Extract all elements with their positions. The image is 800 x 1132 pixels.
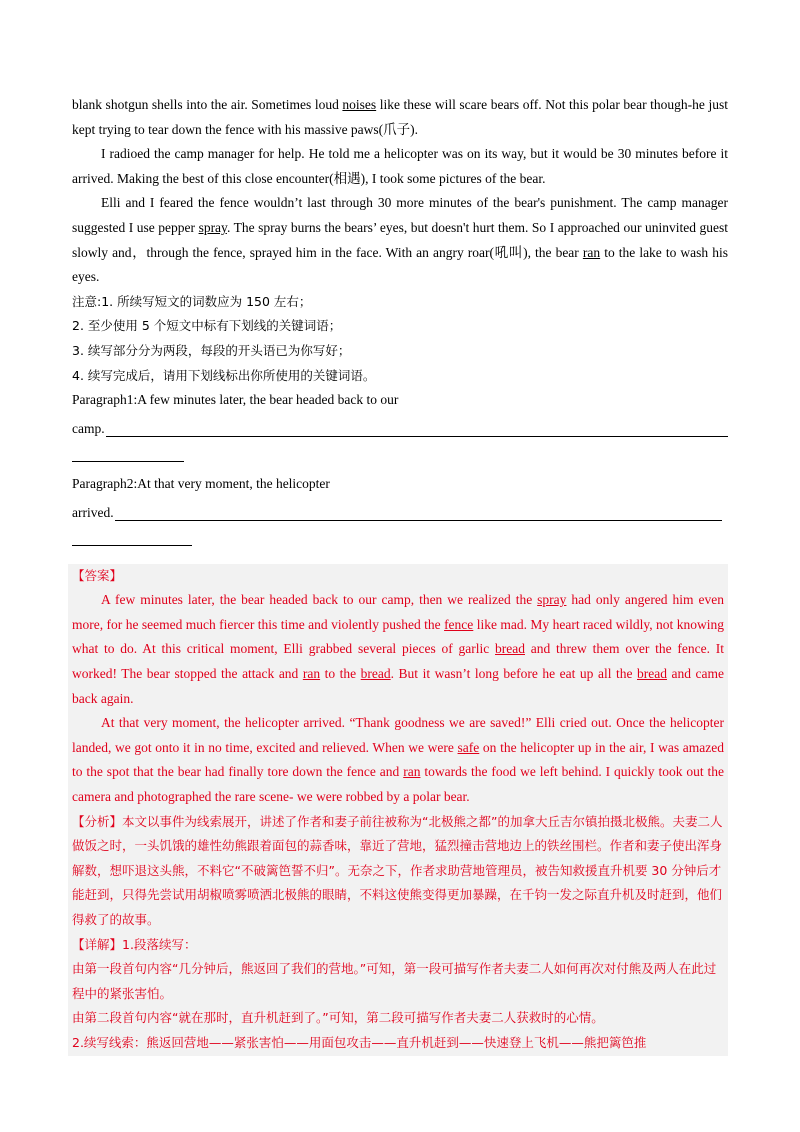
paragraph-2-extra-line [72, 521, 728, 546]
keyword-spray: spray [537, 592, 567, 608]
detail-line-2: 由第二段首句内容“就在那时，直升机赶到了。”可知，第二段可描写作者夫妻二人获救时的心情。 [72, 1010, 604, 1026]
note-1: 注意:1. 所续写短文的词数应为 150 左右； [72, 293, 312, 309]
answer-paragraph-1: A few minutes later, the bear headed back to our camp, then we realized the spray had only angered him even more, for he seemed much fiercer this time and violently pushed the fence like mad. My heart raced wildly, not knowing what to do. At this critical moment, Elli grabbed several pieces of garlic bread and threw them over the fence. It worked! The bear stopped the attack and ran to the bread. But it wasn’t long before he eat up all the bread and came back again. [72, 592, 725, 706]
detail-label: 【详解】 [72, 936, 123, 952]
writing-line-short [72, 531, 192, 546]
answer-paragraph-2: At that very moment, the helicopter arrived. “Thank goodness we are saved!” Elli cried out. Once the helicopter landed, we got onto it in no time, excited and relieved. When we were safe on the helicopter up in the air, I was amazed to the spot that the bear had finally tore down the fence and ran towards the food we left behind. I quickly took out the camera and photographed the rare scene- we were robbed by a polar bear. [72, 715, 725, 805]
answer-label: 【答案】 [72, 567, 123, 583]
page-content [72, 93, 728, 1056]
note-3: 3. 续写部分分为两段，每段的开头语已为你写好； [72, 342, 351, 358]
story-paragraph-1: blank shotgun shells into the air. Sometimes loud noises like these will scare bears off. Not this polar bear though-he just kept trying to tear down the fence with his massive paws(爪子). [72, 97, 728, 137]
paragraph-1-prompt-tail: camp. [72, 421, 105, 437]
answer-section [68, 564, 728, 1056]
paragraph-2-prompt: Paragraph2:At that very moment, the helicopter [72, 475, 330, 491]
paragraph-1-prompt: Paragraph1:A few minutes later, the bear headed back to our [72, 392, 399, 408]
note-2: 2. 至少使用 5 个短文中标有下划线的关键词语； [72, 318, 342, 334]
keyword-spray: spray [198, 219, 227, 235]
keyword-bread: bread [637, 666, 667, 682]
writing-line [115, 505, 722, 521]
detail-line-1: 由第一段首句内容“几分钟后，熊返回了我们的营地。”可知，第一段可描写作者夫妻二人如何再次对付熊及两人在此过程中的紧张害怕。 [72, 961, 717, 1001]
writing-line-short [72, 447, 184, 462]
story-paragraph-3: Elli and I feared the fence wouldn’t last through 30 more minutes of the bear's punishment. The camp manager suggested I use pepper spray. The spray burns the bears’ eyes, but doesn't hurt them. So I approached our uninvited guest slowly and，through the fence, sprayed him in the face. With an angry roar(吼叫), the bear ran to the lake to wash his eyes. [72, 195, 728, 285]
paragraph-1-answer-line [72, 413, 728, 438]
story-paragraph-2: I radioed the camp manager for help. He told me a helicopter was on its way, but it would be 30 minutes before it arrived. Making the best of this close encounter(相遇), I took some pictures of the bear. [72, 146, 728, 186]
paragraph-2-prompt-tail: arrived. [72, 505, 114, 521]
keyword-ran: ran [302, 666, 321, 682]
keyword-ran: ran [403, 764, 421, 780]
paragraph-1-extra-line [72, 437, 728, 462]
keyword-safe: safe [457, 739, 480, 755]
paragraph-2-answer-line [72, 497, 728, 522]
writing-line [106, 421, 728, 437]
detail-line-3: 2.续写线索：熊返回营地——紧张害怕——用面包攻击——直升机赶到——快速登上飞机——熊把篱笆推 [72, 1034, 647, 1050]
keyword-ran: ran [582, 244, 601, 260]
analysis-label: 【分析】 [72, 813, 123, 829]
keyword-fence: fence [444, 616, 474, 632]
detail-heading: 【详解】1.段落续写： [72, 936, 197, 952]
keyword-noises: noises [342, 97, 377, 112]
note-4: 4. 续写完成后，请用下划线标出你所使用的关键词语。 [72, 367, 376, 383]
analysis-paragraph: 【分析】本文以事件为线索展开，讲述了作者和妻子前往被称为“北极熊之都”的加拿大丘吉尔镇拍摄北极熊。夫妻二人做饭之时，一头饥饿的雄性幼熊跟着面包的蒜香味，靠近了营地，猛烈撞击营地边上的铁丝围栏。作者和妻子使出浑身解数，想吓退这头熊，不料它“不破篱笆誓不归”。无奈之下，作者求助营地管理员，被告知救援直升机要 30 分钟后才能赶到，只得先尝试用胡椒喷雾喷洒北极熊的眼睛，不料这使熊变得更加暴躁，在千钧一发之际直升机及时赶到，他们得救了的故事。 [72, 813, 723, 927]
keyword-bread: bread [360, 666, 391, 682]
keyword-bread: bread [495, 641, 525, 657]
